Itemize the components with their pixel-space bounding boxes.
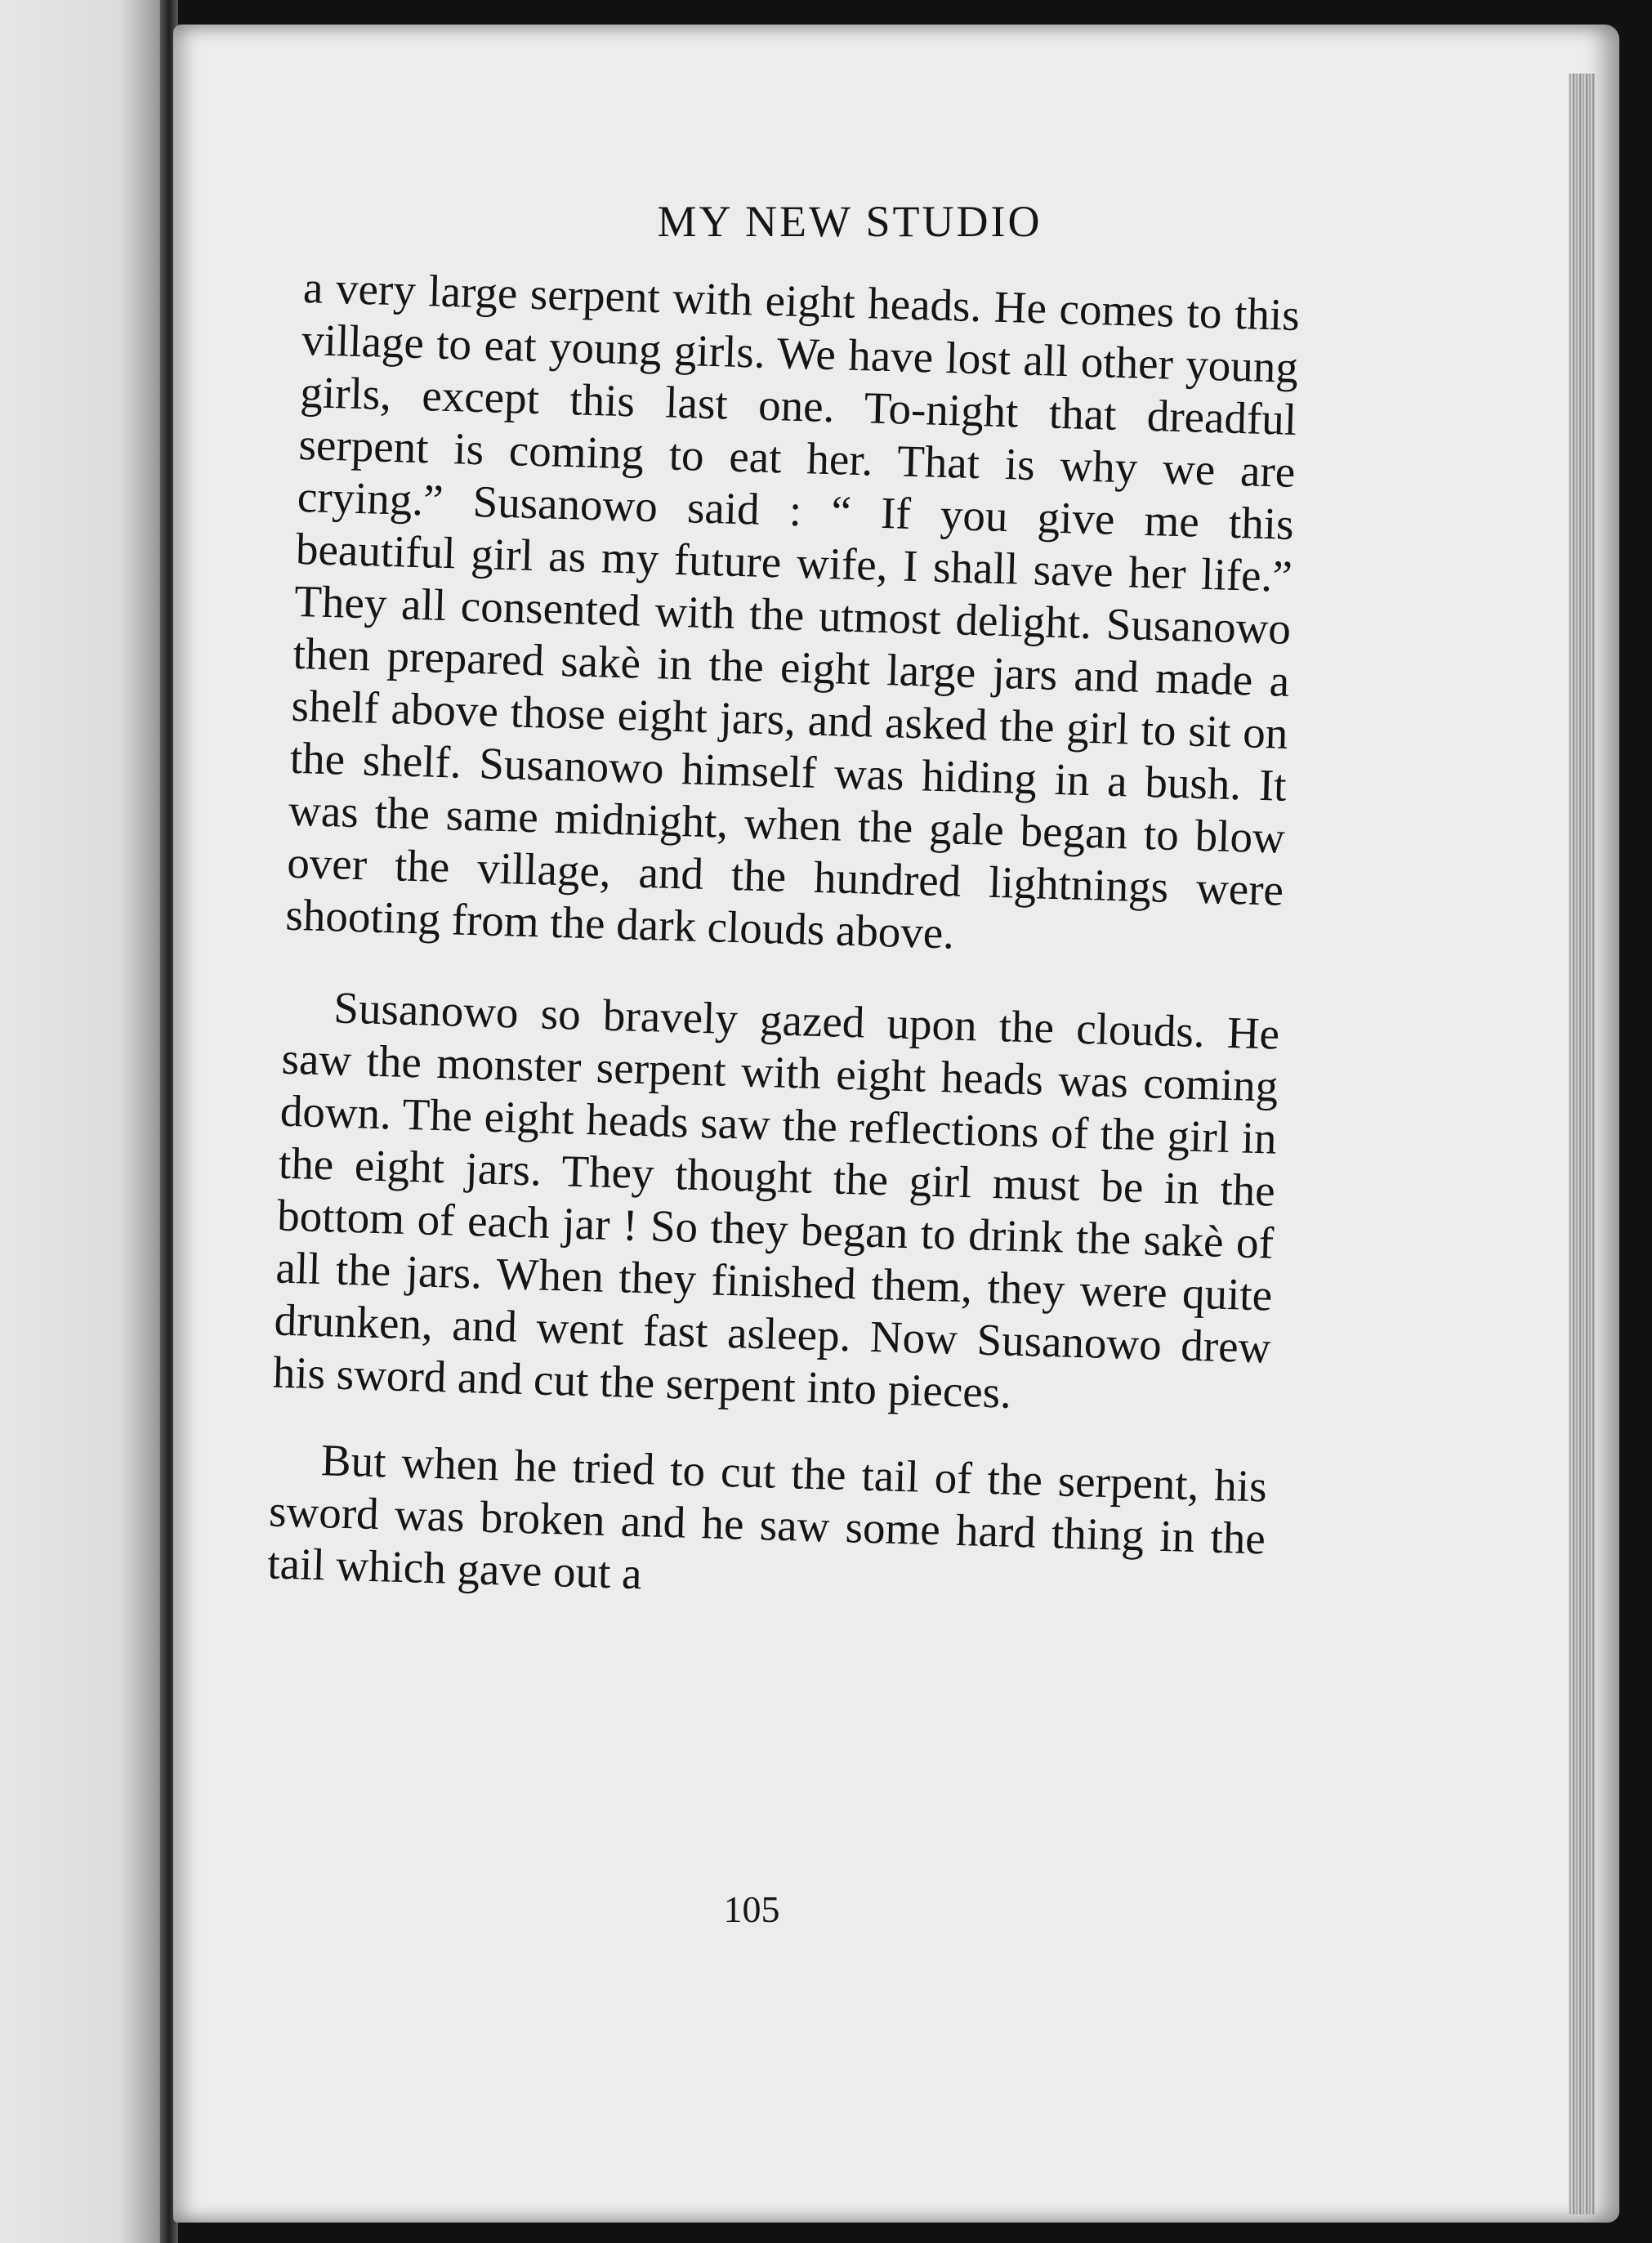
paragraph-1: a very large serpent with eight heads. He comes to this village to eat young girls. We have lost all other young girls, except this last one. To-night that dreadful serpent is coming to eat her. That is why we are crying.” Susanowo said : “ If you give me this beautiful girl as my future wife, I shall save her life.” They all consented with the utmost delight. Susanowo then prepared sakè in the eight large jars and made a shelf above those eight jars, and asked the girl to sit on the shelf. Susanowo himself was hiding in a bush. It was the same midnight, when the gale began to blow over the village, and the hundred lightnings were shooting from the dark clouds above. bbox=[284, 261, 1301, 958]
left-page-edge bbox=[0, 0, 172, 2243]
body-text bbox=[267, 261, 1301, 1617]
paragraph-2: Susanowo so bravely gazed upon the clouds. He saw the monster serpent with eight heads was coming down. The eight heads saw the reflections of the girl in the eight jars. They thought the girl must be in the bottom of each jar ! So they began to drink the sakè of all the jars. When they finished them, they were quite drunken, and went fast asleep. Now Susanowo drew his sword and cut the serpent into pieces. bbox=[272, 982, 1280, 1418]
page-stack-edge bbox=[1569, 74, 1595, 2214]
page-number: 105 bbox=[723, 1888, 780, 1930]
paragraph-3: But when he tried to cut the tail of the serpent, his sword was broken and he saw some hard thing in the tail which gave out a bbox=[266, 1435, 1268, 1599]
running-head: MY NEW STUDIO bbox=[657, 197, 1043, 246]
